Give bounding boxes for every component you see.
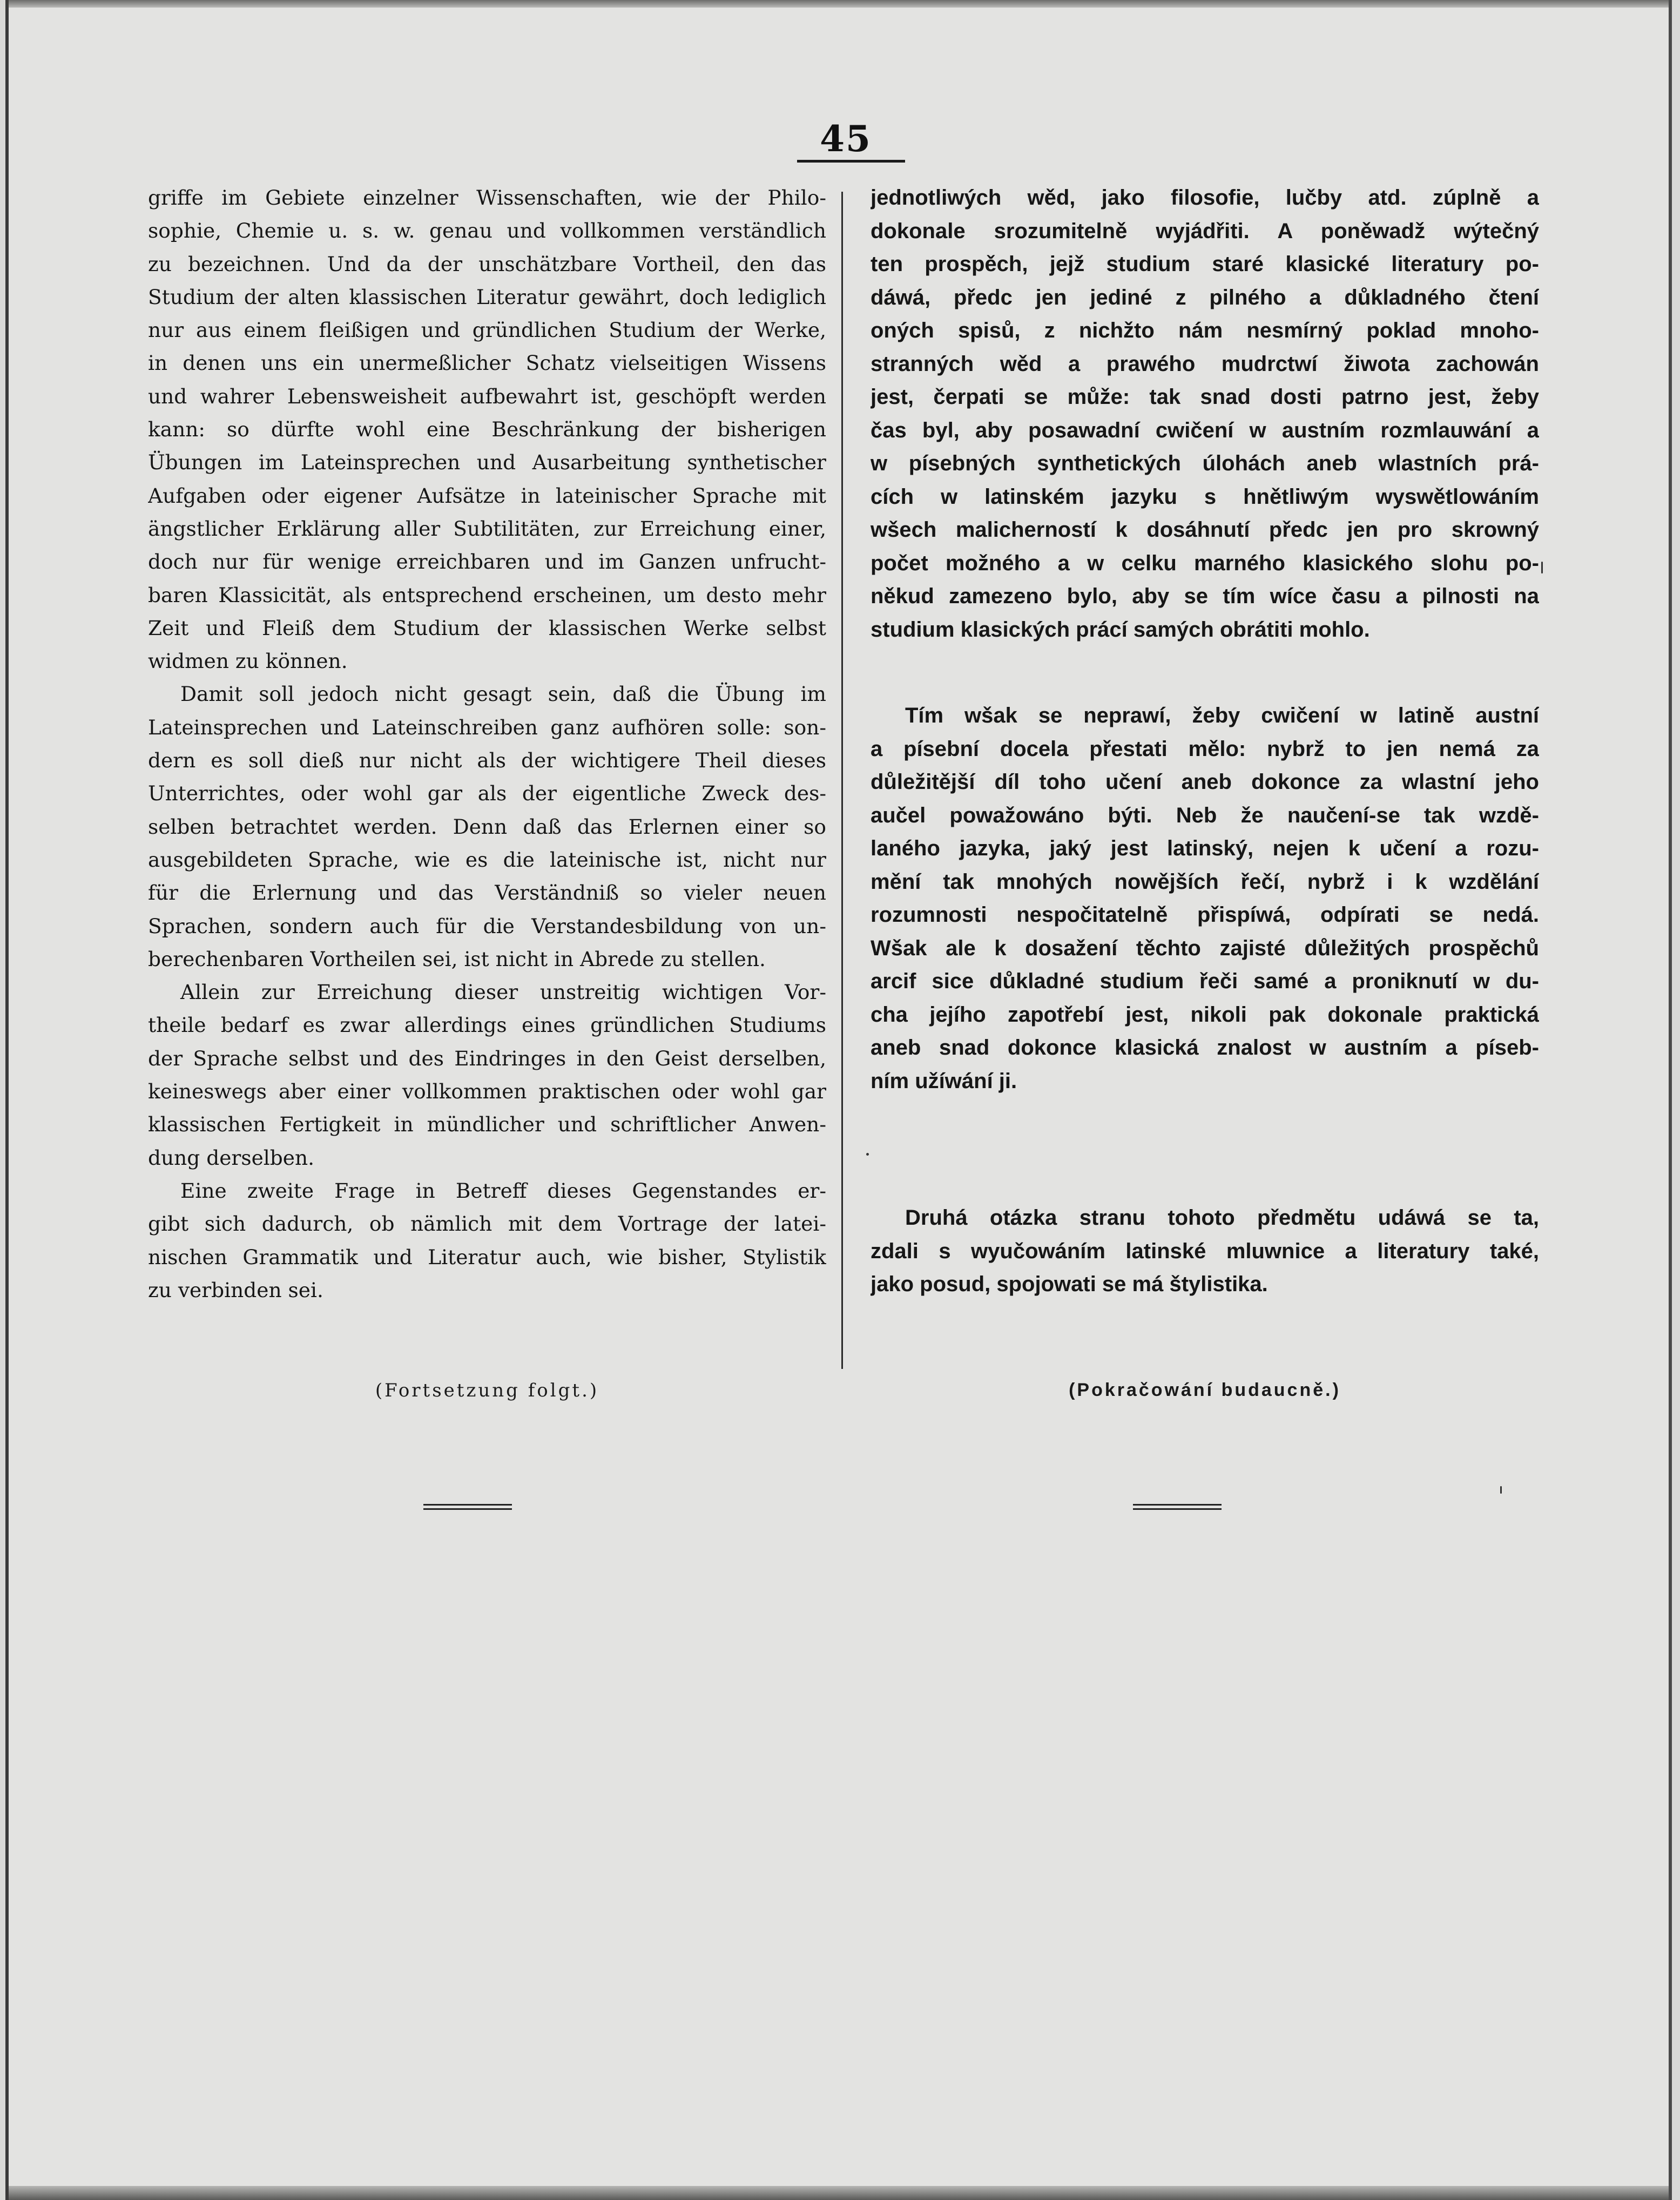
text-line: nischen Grammatik und Literatur auch, wie bisher, Stylistik — [148, 1245, 826, 1269]
text-line: čas byl, aby posawadní cwičení w austním rozmlauwání a — [871, 418, 1539, 442]
ink-speck — [866, 1153, 869, 1156]
scanned-page — [5, 0, 1672, 2200]
text-line: Druhá otázka stranu tohoto předmětu udáwá se ta, — [905, 1206, 1539, 1230]
text-line: wšech malicherností k dosáhnutí předc jen pro skrowný — [871, 518, 1539, 542]
text-line: in denen uns ein unermeßlicher Schatz vielseitigen Wissens — [148, 351, 826, 375]
text-line: Wšak ale k dosažení těchto zajisté důležitých prospěchů — [871, 936, 1539, 960]
text-line: Damit soll jedoch nicht gesagt sein, daß die Übung im — [180, 682, 826, 706]
text-line: Übungen im Lateinsprechen und Ausarbeitung synthetischer — [148, 450, 826, 475]
text-line: dokonale srozumitelně wyjádřiti. A poněwadž wýtečný — [871, 219, 1539, 243]
text-line: Tím wšak se neprawí, žeby cwičení w latině austní — [905, 704, 1539, 727]
czech-end-rule — [1133, 1504, 1222, 1510]
text-line: arcif sice důkladné studium řeči samé a proniknutí w du- — [871, 969, 1539, 993]
text-line: nur aus einem fleißigen und gründlichen Studium der Werke, — [148, 318, 826, 342]
text-line: ängstlicher Erklärung aller Subtilitäten, zur Erreichung einer, — [148, 516, 826, 541]
text-line: dáwá, předc jen jediné z pilného a důkladného čtení — [871, 285, 1539, 309]
text-line: někud zamezeno bylo, aby se tím wíce času a pilnosti na — [871, 584, 1539, 608]
text-line: theile bedarf es zwar allerdings eines gründlichen Studiums — [148, 1013, 826, 1037]
text-line: griffe im Gebiete einzelner Wissenschaften, wie der Philo- — [148, 186, 826, 210]
text-line: ním užíwání ji. — [871, 1069, 1017, 1093]
text-line: jest, čerpati se může: tak snad dosti patrno jest, žeby — [871, 385, 1539, 409]
text-line: zu bezeichnen. Und da der unschätzbare Vortheil, den das — [148, 252, 826, 276]
text-line: mění tak mnohých nowějších řečí, nybrž i k wzdělání — [871, 869, 1539, 894]
text-line: für die Erlernung und das Verständniß so vieler neuen — [148, 881, 826, 905]
text-line: stranných wěd a prawého mudrctwí žiwota zachowán — [871, 352, 1539, 376]
text-line: důležitější díl toho učení aneb dokonce za wlastní jeho — [871, 770, 1539, 794]
text-line: laného jazyka, jaký jest latinský, nejen k učení a rozu- — [871, 836, 1539, 860]
czech-continuation-note: (Pokračowání budaucně.) — [1069, 1380, 1341, 1400]
text-line: und wahrer Lebensweisheit aufbewahrt ist, geschöpft werden — [148, 384, 826, 408]
text-line: Eine zweite Frage in Betreff dieses Gegenstandes er- — [180, 1178, 826, 1203]
text-line: rozumnosti nespočitatelně přispíwá, odpírati se nedá. — [871, 903, 1539, 927]
text-line: w písebných synthetických úlohách aneb wlastních prá- — [871, 451, 1539, 475]
text-line: zdali s wyučowáním latinské mluwnice a literatury také, — [871, 1239, 1539, 1263]
page-top-edge — [9, 0, 1669, 8]
text-line: jednotliwých wěd, jako filosofie, lučby atd. zúplně a — [871, 186, 1539, 210]
page-number-rule — [797, 160, 905, 163]
text-line: dern es soll dieß nur nicht als der wichtigere Theil dieses — [148, 748, 826, 773]
text-line: aneb snad dokonce klasická znalost w austním a píseb- — [871, 1036, 1539, 1059]
text-line: oných spisů, z nichžto nám nesmírný poklad mnoho- — [871, 319, 1539, 342]
text-line: Unterrichtes, oder wohl gar als der eigentliche Zweck des- — [148, 781, 826, 806]
page-bottom-edge — [9, 2186, 1669, 2200]
text-line: Sprachen, sondern auch für die Verstandesbildung von un- — [148, 914, 826, 938]
text-line: aučel powažowáno býti. Neb že naučení-se tak wzdě- — [871, 803, 1539, 827]
text-line: studium klasických prácí samých obrátiti mohlo. — [871, 617, 1370, 642]
text-line: selben betrachtet werden. Denn daß das Erlernen einer so — [148, 814, 826, 839]
text-line: zu verbinden sei. — [148, 1278, 323, 1302]
column-divider — [841, 192, 843, 1369]
text-line: dung derselben. — [148, 1145, 315, 1170]
text-line: berechenbaren Vortheilen sei, ist nicht in Abrede zu stellen. — [148, 947, 766, 971]
text-line: klassischen Fertigkeit in mündlicher und schriftlicher Anwen- — [148, 1112, 826, 1137]
text-line: Aufgaben oder eigener Aufsätze in lateinischer Sprache mit — [148, 483, 826, 508]
text-line: der Sprache selbst und des Eindringes in den Geist derselben, — [148, 1046, 826, 1070]
text-line: Zeit und Fleiß dem Studium der klassischen Werke selbst — [148, 616, 826, 640]
text-line: gibt sich dadurch, ob nämlich mit dem Vortrage der latei- — [148, 1212, 826, 1236]
paragraph-gap — [871, 646, 1539, 699]
text-line: Allein zur Erreichung dieser unstreitig wichtigen Vor- — [180, 980, 826, 1004]
german-continuation-note: (Fortsetzung folgt.) — [375, 1380, 599, 1401]
text-line: widmen zu können. — [148, 649, 348, 673]
page-number: 45 — [820, 118, 872, 160]
text-line: kann: so dürfte wohl eine Beschränkung der bisherigen — [148, 417, 826, 442]
text-line: baren Klassicität, als entsprechend erscheinen, um desto mehr — [148, 583, 826, 607]
ink-speck — [1500, 1486, 1502, 1494]
text-line: a písební docela přestati mělo: nybrž to jen nemá za — [871, 737, 1539, 761]
german-text-column — [148, 181, 826, 1307]
german-end-rule — [423, 1504, 512, 1510]
text-line: cha jejího zapotřebí jest, nikoli pak dokonale praktická — [871, 1002, 1539, 1027]
text-line: keineswegs aber einer vollkommen praktischen oder wohl gar — [148, 1079, 826, 1104]
paragraph-gap — [871, 1098, 1539, 1202]
text-line: cích w latinském jazyku s hnětliwým wyswětlowáním — [871, 484, 1539, 509]
text-line: počet možného a w celku marného klasického slohu po- — [871, 551, 1539, 575]
text-line: ten prospěch, jejž studium staré klasické literatury po- — [871, 252, 1539, 276]
text-line: doch nur für wenige erreichbaren und im Ganzen unfrucht- — [148, 550, 826, 574]
text-line: Lateinsprechen und Lateinschreiben ganz aufhören solle: son- — [148, 715, 826, 739]
text-line: jako posud, spojowati se má štylistika. — [871, 1272, 1268, 1296]
ink-speck — [1541, 562, 1543, 573]
czech-text-column — [871, 181, 1539, 1301]
text-line: ausgebildeten Sprache, wie es die lateinische ist, nicht nur — [148, 847, 826, 872]
text-line: sophie, Chemie u. s. w. genau und vollkommen verständlich — [148, 219, 826, 243]
text-line: Studium der alten klassischen Literatur gewährt, doch lediglich — [148, 285, 826, 309]
